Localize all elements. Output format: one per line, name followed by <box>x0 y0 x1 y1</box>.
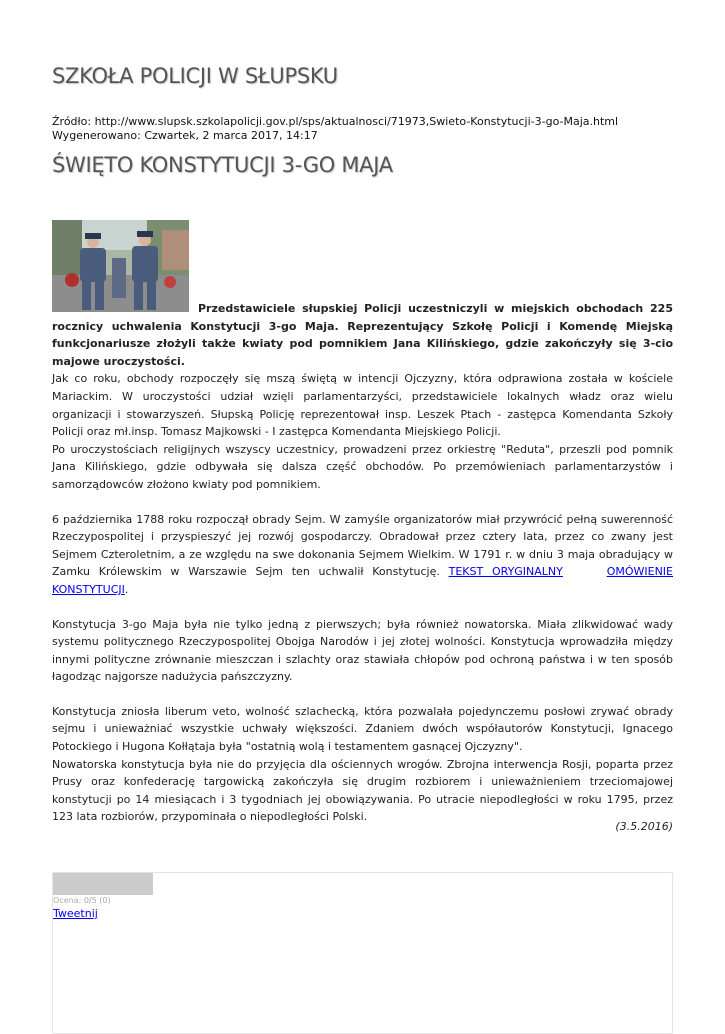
article-content <box>52 300 673 826</box>
paragraph-4: Konstytucja 3-go Maja była nie tylko jedną z pierwszych; była również nowatorska. Miała zlikwidować wady systemu politycznego Rzeczypospolitej Obojga Narodów i jej złotej wolności. Konstytucja wprowadziła między innymi polityczne zrównanie mieszczan i szlachty oraz stawiała chłopów pod ochroną państwa i w ten sposób łagodząc najgorsze nadużycia pańszczyzny. <box>52 617 673 684</box>
paragraph-3-text: 6 października 1788 roku rozpoczął obrady Sejm. W zamyśle organizatorów miał przywrócić pełną suwerenność Rzeczypospolitej i przyspieszyć jej rozwój gospodarczy. Obradował przez cztery lata, przez co zwany jest Sejmem Czteroletnim, a ze względu na swe dokonania Sejmem Wielkim. W 1791 r. w dniu 3 maja obradujący w Zamku Królewskim w Warszawie Sejm ten uchwalił Konstytucję. <box>52 512 673 579</box>
rating-text: Ocena: 0/5 (0) <box>53 896 111 905</box>
paragraph-2: Po uroczystościach religijnych wszyscy uczestnicy, prowadzeni przez orkiestrę "Reduta", przeszli pod pomnik Jana Kilińskiego, gdzie odbywała się dalsza część obchodów. Po przemówieniach parlamentarzystów i samorządowców złożono kwiaty pod pomnikiem. <box>52 442 673 491</box>
article-title: ŚWIĘTO KONSTYTUCJI 3-GO MAJA <box>52 153 393 177</box>
source-url: Źródło: http://www.slupsk.szkolapolicji.gov.pl/sps/aktualnosci/71973,Swieto-Konstytucji-3-go-Maja.html <box>52 115 619 128</box>
paragraph-3 <box>52 511 673 599</box>
police-officers-photo <box>52 220 189 312</box>
site-title: SZKOŁA POLICJI W SŁUPSKU <box>52 64 338 88</box>
paragraph-1: Jak co roku, obchody rozpoczęły się mszą świętą w intencji Ojczyzny, która odprawiona została w kościele Mariackim. W uroczystości udział wzięli parlamentarzyści, przedstawiciele lokalnych władz oraz wielu organizacji i stowarzyszeń. Słupską Policję reprezentował insp. Leszek Ptach - zastępca Komendanta Szkoły Policji oraz mł.insp. Tomasz Majkowski - I zastępca Komendanta Miejskiego Policji. <box>52 372 673 439</box>
social-box <box>52 872 673 1034</box>
article-lead: Przedstawiciele słupskiej Policji uczestniczyli w miejskich obchodach 225 rocznicy uchwalenia Konstytucji 3-go Maja. Reprezentujący Szkołę Policji i Komendę Miejską funkcjonariusze złożyli także kwiaty pod pomnikiem Jana Kilińskiego, gdzie zakończyły się 3-cio majowe uroczystości. <box>52 302 673 368</box>
article-photo <box>52 220 189 312</box>
article-date: (3.5.2016) <box>615 820 673 833</box>
tweet-link[interactable]: Tweetnij <box>53 907 98 920</box>
paragraph-5: Konstytucja zniosła liberum veto, wolność szlachecką, która pozwalała pojedynczemu posłowi zrywać obrady sejmu i unieważniać wszystkie uchwały większości. Zdaniem dwóch współautorów Konstytucji, Ignacego Potockiego i Hugona Kołłątaja była "ostatnią wolą i testamentem gasnącej Ojczyzny". <box>52 704 673 754</box>
meta-info <box>52 115 618 143</box>
constitution-review-link[interactable]: OMÓWIENIE KONSTYTUCJI <box>52 565 674 596</box>
original-text-link[interactable]: TEKST ORYGINALNY <box>448 565 563 579</box>
paragraph-6: Nowatorska konstytucja była nie do przyjęcia dla ościennych wrogów. Zbrojna interwencja Rosji, poparta przez Prusy oraz konfederację targowicką zakończyła się drugim rozbiorem i unieważnieniem trzeciomajowej konstytucji po 14 miesiącach i 3 tygodniach jej obowiązywania. Po utracie niepodległości w roku 1795, przez 123 lata rozbiorów, przypominała o niepodległości Polski. <box>52 757 673 824</box>
rating-stars[interactable] <box>53 873 153 895</box>
paragraph-3-end: . <box>124 582 129 596</box>
generated-date: Wygenerowano: Czwartek, 2 marca 2017, 14:17 <box>52 129 318 142</box>
